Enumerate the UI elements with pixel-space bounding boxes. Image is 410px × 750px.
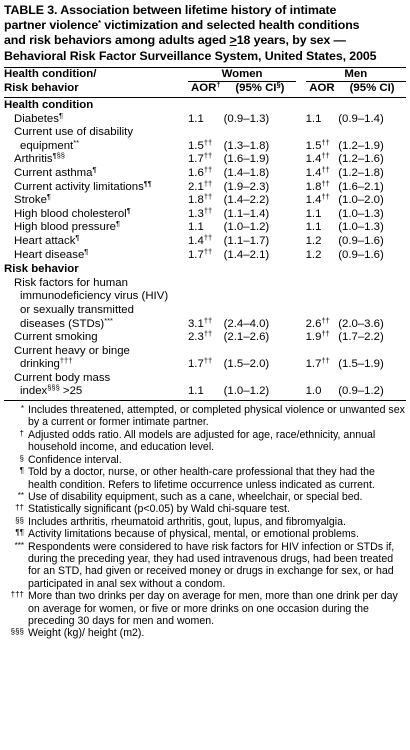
row-label: Arthritis¶§§ [14,151,65,166]
title-line-1: TABLE 3. Association between lifetime history of intimate [4,3,337,17]
title-line-4: Behavioral Risk Factor Surveillance System, United States, 2005 [4,48,377,63]
women-ci: (1.1–1.7) [223,234,270,247]
row-label: immunodeficiency virus (HIV) [20,290,169,303]
col-header-aor-women: AOR† [188,82,224,98]
footnote: ¶ Told by a doctor, nurse, or other health-care professional that they had the health condition. Refers to lifetime occurrence unless indicated as current. [19,466,375,491]
men-aor: 1.2 [305,234,322,247]
row-label: or sexually transmitted [20,303,134,316]
women-ci: (1.4–2.2) [223,194,270,207]
men-aor: 1.7†† [305,356,330,371]
row-label: Current heavy or binge [14,344,130,357]
women-aor: 1.7†† [187,151,213,166]
men-aor: 1.2 [305,248,322,261]
footnote: † Adjusted odds ratio. All models are adjusted for age, race/ethnicity, annual household income, and education level. [19,428,376,454]
women-aor: 1.1 [187,112,204,125]
col-header-ci-men: (95% CI) [338,82,406,98]
women-ci: (0.9–1.3) [223,112,270,125]
header-row-columns [4,82,406,98]
footnote: * Includes threatened, attempted, or completed physical violence or unwanted sex by a current or former intimate partner. [20,404,405,429]
women-ci: (1.6–1.9) [223,153,270,166]
men-aor: 1.1 [305,221,322,234]
men-ci: (1.2–1.9) [338,139,384,152]
title-line-2: partner violence* victimization and selected health conditions [4,18,360,33]
footnote: †† Statistically significant (p<0.05) by Wald chi-square test. [15,503,290,516]
col-group-men: Men [306,68,406,82]
table-row-label-only [4,277,406,291]
row-label: Current smoking [14,331,98,344]
men-aor: 1.4†† [305,164,330,179]
footnote: §§§ Weight (kg)/ height (m2). [10,627,145,640]
women-ci: (2.4–4.0) [223,317,270,330]
women-ci: (1.3–1.8) [223,139,270,152]
men-aor: 1.9†† [305,329,330,344]
women-aor: 1.7†† [187,246,213,261]
men-ci: (0.9–1.2) [338,385,384,398]
men-aor: 1.1 [305,207,322,220]
footnote: § Confidence interval. [19,453,122,466]
men-ci: (1.0–1.3) [338,221,384,234]
men-ci: (1.0–1.3) [338,207,384,220]
men-ci: (1.0–2.0) [338,194,384,207]
men-aor: 1.0 [305,385,322,398]
women-aor: 2.3†† [187,329,213,344]
men-aor: 1.4†† [305,151,330,166]
row-label: Heart disease¶ [14,246,89,261]
women-ci: (1.0–1.2) [223,385,270,398]
table-row [4,331,406,345]
women-aor: 1.7†† [187,356,213,371]
table-row [4,358,406,372]
col-header-condition: Health condition/ [4,68,97,81]
data-table [4,68,406,399]
women-aor: 1.3†† [187,205,213,220]
table-row [4,249,406,263]
men-ci: (1.6–2.1) [338,180,384,193]
table-row [4,385,406,399]
row-label: Current use of disability [14,126,134,139]
men-ci: (0.9–1.6) [338,234,384,247]
women-aor: 1.1 [187,385,204,398]
men-ci: (1.2–1.8) [338,166,384,179]
men-ci: (0.9–1.4) [338,112,384,125]
table-row [4,208,406,222]
footnote: *** Respondents were considered to have risk factors for HIV infection or STDs if, during the preceding year, they had used intravenous drugs, had been treated for an STD, had given or received money or drugs in exchange for sex, or had participated in anal sex without a condom. [14,540,395,590]
table-title [4,3,406,64]
row-label: Risk factors for human [14,276,128,289]
row-label: diseases (STDs)*** [20,315,113,330]
row-label: Current activity limitations¶¶ [14,178,152,193]
row-label: High blood cholesterol¶ [14,205,131,220]
footnote: §§ Includes arthritis, rheumatoid arthritis, gout, lupus, and fibromyalgia. [15,515,346,528]
row-label: Diabetes¶ [14,110,63,125]
table-document [4,0,406,640]
footnote: ¶¶ Activity limitations because of physical, mental, or emotional problems. [15,528,359,541]
women-ci: (1.1–1.4) [223,207,270,220]
women-ci: (1.0–1.2) [223,221,270,234]
col-header-ci-women: (95% CI§) [224,82,297,98]
men-ci: (2.0–3.6) [338,317,384,330]
row-label: Current body mass [14,371,111,384]
row-label: Heart attack¶ [14,232,80,247]
men-aor: 1.4†† [305,192,330,207]
table-row-label-only [4,290,406,304]
row-label: Stroke¶ [14,192,51,207]
men-ci: (1.2–1.6) [338,153,384,166]
table-row-label-only [4,372,406,386]
footnote: ††† More than two drinks per day on average for men, more than one drink per day on average for women, or five or more drinks on one occasion during the preceding 30 days for men and women. [10,590,398,627]
col-group-women: Women [188,68,296,82]
col-header-aor-men: AOR [306,82,339,98]
row-label: equipment** [20,137,80,152]
table-row [4,113,406,127]
section-risk-behavior: Risk behavior [4,263,79,276]
men-aor: 1.1 [305,112,322,125]
women-aor: 3.1†† [187,315,213,330]
women-ci: (1.4–2.1) [223,248,270,261]
women-ci: (1.5–2.0) [223,358,270,371]
row-label: index§§§ >25 [20,383,83,398]
women-aor: 1.4†† [187,232,213,247]
row-label: High blood pressure¶ [14,219,120,234]
women-aor: 1.5†† [187,137,213,152]
footnote: ** Use of disability equipment, such as a cane, wheelchair, or special bed. [17,490,363,503]
row-label: Current asthma¶ [14,164,97,179]
section-health-condition: Health condition [4,99,94,111]
women-aor: 1.6†† [187,164,213,179]
men-ci: (1.5–1.9) [338,358,384,371]
women-aor: 1.1 [187,221,204,234]
women-ci: (1.9–2.3) [223,180,270,193]
women-ci: (1.4–1.8) [223,166,270,179]
women-aor: 2.1†† [187,178,213,193]
women-ci: (2.1–2.6) [223,331,270,344]
men-aor: 1.5†† [305,137,330,152]
footnotes [4,400,406,640]
men-aor: 2.6†† [305,315,330,330]
col-header-behavior: Risk behavior [4,82,188,98]
men-ci: (1.7–2.2) [338,331,384,344]
title-line-3: and risk behaviors among adults aged >18 years, by sex — [4,33,346,48]
row-label: drinking††† [20,356,73,371]
women-aor: 1.8†† [187,192,213,207]
men-ci: (0.9–1.6) [338,248,384,261]
header-row-groups [4,68,406,82]
men-aor: 1.8†† [305,178,330,193]
